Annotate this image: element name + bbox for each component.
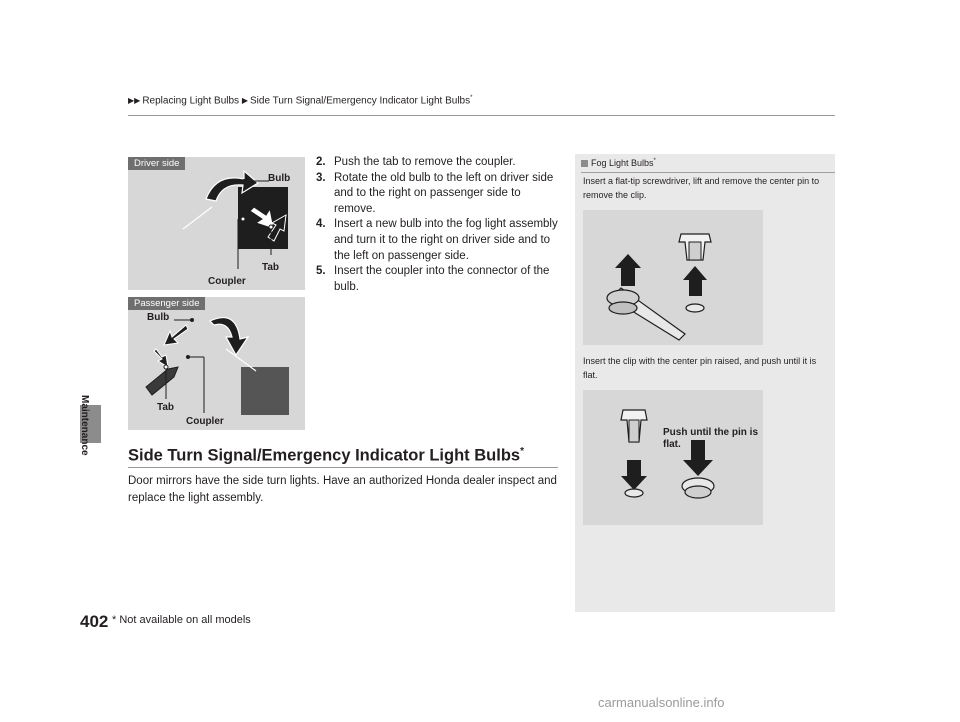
label-tab: Tab: [262, 262, 280, 273]
label-bulb: Bulb: [147, 312, 170, 323]
info-panel-text-2: Insert the clip with the center pin raised, and push until it is flat.: [583, 356, 817, 380]
breadcrumb: [128, 95, 472, 106]
info-panel-title: [581, 158, 656, 168]
label-coupler: Coupler: [208, 276, 246, 287]
label-tab: Tab: [157, 402, 175, 413]
up-arrow-icon: [615, 254, 641, 286]
clip-base-shape: [609, 302, 637, 314]
tab-pointer-dot: [164, 365, 168, 369]
clip-install-illustration: [583, 390, 763, 525]
info-panel-title-asterisk: *: [653, 158, 656, 164]
bulb-pointer-dot: [190, 318, 194, 322]
rotate-arrow-icon: [210, 318, 248, 355]
step-item: [316, 217, 562, 264]
center-pin-shape: [689, 242, 701, 260]
step-item: [316, 264, 562, 295]
label-bulb: Bulb: [268, 173, 291, 184]
up-arrow-icon: [683, 266, 707, 296]
procedure-steps: [316, 155, 562, 295]
info-panel-text-1: Insert a flat-tip screwdriver, lift and remove the center pin to remove the clip.: [583, 176, 820, 200]
breadcrumb-item-side-turn-signal[interactable]: Side Turn Signal/Emergency Indicator Light Bulbs: [249, 95, 471, 107]
step-number: 2.: [316, 156, 326, 168]
side-section-label: Maintenance: [79, 395, 90, 456]
step-text: Push the tab to remove the coupler.: [334, 156, 516, 168]
center-pin-shape: [629, 420, 639, 442]
section-heading: [128, 446, 524, 466]
driver-side-figure: [128, 157, 305, 290]
header-rule: [128, 115, 835, 116]
figure-tag-passenger-side: Passenger side: [128, 297, 205, 310]
step-number: 4.: [316, 218, 326, 231]
step-item: [316, 155, 562, 171]
coupler-pointer-dot: [186, 355, 190, 359]
figure-tag-driver-side: Driver side: [128, 157, 185, 170]
clip-install-figure: [583, 390, 763, 525]
step-text: Insert the coupler into the connector of the bulb.: [334, 265, 550, 293]
connector-part: [146, 367, 178, 395]
info-panel-title-text: Fog Light Bulbs: [591, 158, 654, 168]
section-heading-text: Side Turn Signal/Emergency Indicator Light Bulbs: [128, 446, 521, 465]
triangle-right-icon: ▶: [241, 96, 248, 106]
step-text: Insert a new bulb into the fog light assembly and turn it to the right on driver side and to the left on passenger side.: [334, 218, 558, 262]
tab-pointer-dot: [269, 225, 273, 229]
bulb-housing: [241, 367, 289, 415]
info-panel-rule: [581, 172, 835, 173]
down-arrow-icon: [621, 460, 647, 490]
up-left-arrow-icon: [164, 325, 188, 345]
hole-shape: [625, 489, 643, 497]
step-text: Rotate the old bulb to the left on driver side and to the right on passenger side to remove.: [334, 171, 554, 215]
section-rule: [128, 467, 558, 468]
clip-removal-figure: [583, 210, 763, 345]
coupler-pointer-dot: [241, 217, 245, 221]
guide-line: [183, 207, 212, 229]
step-item: [316, 171, 562, 218]
footnote: * Not available on all models: [112, 614, 251, 626]
passenger-side-figure: [128, 297, 305, 430]
clip-base-flat-shape: [685, 486, 711, 498]
hole-shape: [686, 304, 704, 312]
clip-removal-illustration: [583, 210, 763, 345]
down-arrow-icon: [154, 349, 168, 367]
section-heading-asterisk: *: [520, 446, 524, 457]
label-coupler: Coupler: [186, 416, 224, 427]
watermark-text: carmanualsonline.info: [598, 695, 725, 710]
triangle-right-icon: ▶▶: [128, 96, 141, 106]
note-marker-icon: [581, 160, 588, 167]
bulb-pointer-dot: [242, 179, 246, 183]
step-number: 3.: [316, 171, 326, 184]
step-number: 5.: [316, 265, 326, 278]
breadcrumb-asterisk: *: [470, 95, 473, 101]
section-body-text: Door mirrors have the side turn lights. Have an authorized Honda dealer inspect and replace the light assembly.: [128, 475, 557, 504]
breadcrumb-item-replacing-light-bulbs[interactable]: Replacing Light Bulbs: [142, 95, 240, 107]
page-number: 402: [80, 612, 109, 631]
push-until-flat-label: Push until the pin is flat.: [663, 427, 758, 450]
